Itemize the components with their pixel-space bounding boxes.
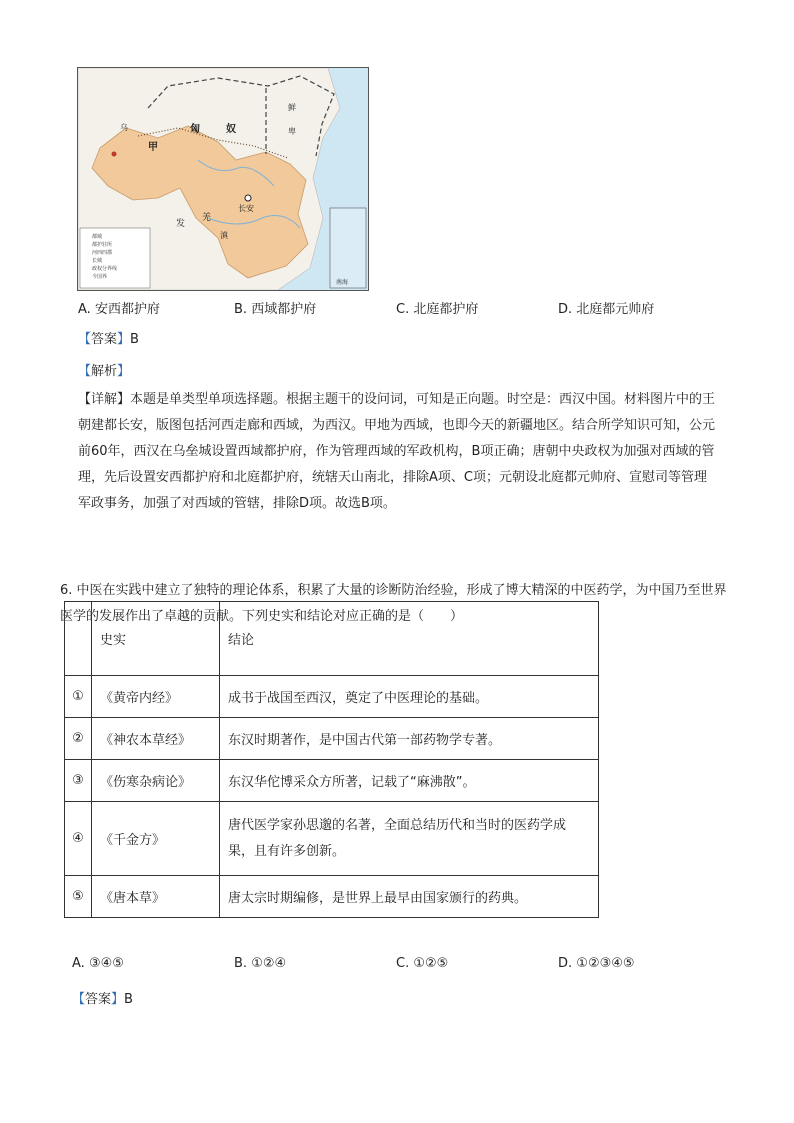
row-conclusion: 唐代医学家孙思邈的名著，全面总结历代和当时的医药学成果，且有许多创新。	[220, 802, 599, 876]
legend-item: 河西四郡	[92, 250, 113, 256]
detail-text: 本题是单类型单项选择题。根据主题干的设问词，可知是正向题。时空是：西汉中国。材料图片中的王朝建都长安，版图包括河西走廊和西域，为西汉。甲地为西域，也即今天的新疆地区。结合所学知识可知，公元前60年，西汉在乌垒城设置西域都护府，作为管理西域的军政机构，B项正确；唐朝中央政权为加强对西域的管理，先后设置安西都护府和北庭都护府，统辖天山南北，排除A项、C项；元朝设北庭都元帅府、宣慰司等管理军政事务，加强了对西域的管辖，排除D项。故选B项。	[78, 392, 716, 511]
map-label-wucheng: 乌	[120, 123, 128, 132]
legend-item: 都护驻所	[92, 242, 113, 248]
map-label-xianbei-1: 鲜	[288, 103, 296, 112]
row-number: ④	[65, 802, 92, 876]
row-number: ③	[65, 760, 92, 802]
q6-option-a: A. ③④⑤	[72, 956, 124, 971]
detail-tag: 【详解】	[78, 392, 131, 407]
row-conclusion: 成书于战国至西汉，奠定了中医理论的基础。	[220, 676, 599, 718]
map-graphic	[78, 68, 368, 290]
q5-detail-paragraph	[78, 387, 718, 517]
row-event: 《唐本草》	[92, 876, 220, 918]
q6-answer: 【答案】B	[72, 992, 133, 1007]
header-cell: 史实	[92, 602, 220, 676]
table-row	[65, 802, 599, 876]
map-label-dian: 滇	[220, 231, 228, 240]
row-event: 《伤寒杂病论》	[92, 760, 220, 802]
row-event: 《神农本草经》	[92, 718, 220, 760]
map-label-fa: 发	[176, 219, 186, 229]
han-dynasty-map	[77, 67, 369, 291]
map-label-xiongnu-1: 匈	[190, 124, 200, 135]
row-number: ⑤	[65, 876, 92, 918]
legend-item: 都城	[92, 234, 103, 240]
map-label-xianbei-2: 卑	[288, 127, 296, 136]
q5-option-a: A. 安西都护府	[78, 302, 160, 317]
row-conclusion: 东汉华佗博采众方所著，记载了“麻沸散”。	[220, 760, 599, 802]
q5-analysis-heading: 【解析】	[78, 364, 131, 379]
row-conclusion: 东汉时期著作，是中国古代第一部药物学专著。	[220, 718, 599, 760]
q6-option-b: B. ①②④	[234, 956, 287, 971]
table-header-row	[65, 602, 599, 676]
row-number: ①	[65, 676, 92, 718]
table-row	[65, 876, 599, 918]
q5-option-b: B. 西域都护府	[234, 302, 317, 317]
map-label-xiongnu-2: 奴	[226, 124, 236, 135]
legend-item: 长城	[92, 258, 103, 264]
q5-answer: 【答案】B	[78, 332, 139, 347]
q6-option-d: D. ①②③④⑤	[558, 956, 635, 971]
legend-item: 今国界	[92, 274, 108, 280]
table-row	[65, 718, 599, 760]
row-conclusion: 唐太宗时期编修，是世界上最早由国家颁行的药典。	[220, 876, 599, 918]
row-event: 《黄帝内经》	[92, 676, 220, 718]
map-label-qiang: 羌	[202, 213, 212, 223]
q6-option-c: C. ①②⑤	[396, 956, 449, 971]
map-label-jia: 甲	[148, 142, 158, 153]
q6-stem: 6. 中医在实践中建立了独特的理论体系，积累了大量的诊断防治经验，形成了博大精深的中医药学，为中国乃至世界医学的发展作出了卓越的贡献。下列史实和结论对应正确的是（ ）	[60, 583, 727, 624]
map-label-nanhai: 南海	[336, 279, 349, 286]
header-cell	[65, 602, 92, 676]
table-row	[65, 760, 599, 802]
map-label-changan: 长安	[238, 204, 254, 213]
table-row	[65, 676, 599, 718]
row-number: ②	[65, 718, 92, 760]
q5-option-c: C. 北庭都护府	[396, 302, 479, 317]
legend-item: 政权分界线	[92, 266, 118, 272]
q5-option-d: D. 北庭都元帅府	[558, 302, 655, 317]
header-cell: 结论	[220, 602, 599, 676]
row-event: 《千金方》	[92, 802, 220, 876]
q6-table	[64, 601, 599, 918]
